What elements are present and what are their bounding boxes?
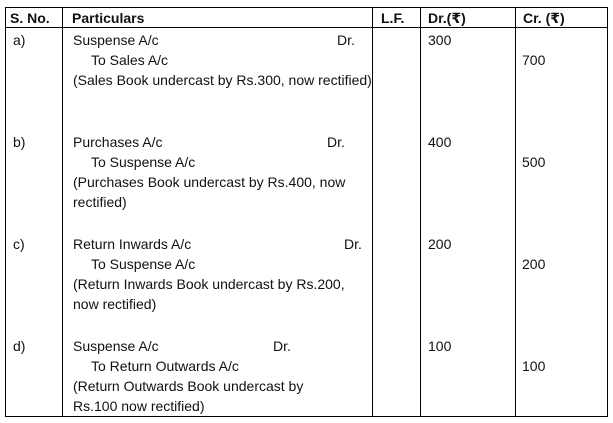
entry-sno: d): [13, 338, 26, 354]
credit-account: To Sales A/c: [91, 52, 169, 68]
header-cr-amount: Cr. (₹): [523, 10, 565, 26]
dr-marker: Dr.: [273, 338, 291, 354]
dr-marker: Dr.: [337, 32, 355, 48]
header-particulars: Particulars: [72, 10, 145, 26]
entry-particulars: [73, 132, 385, 212]
dr-amount: 300: [428, 32, 452, 48]
header-sno: S. No.: [10, 10, 50, 26]
entry-sno: a): [13, 32, 26, 48]
dr-amount: 100: [428, 338, 452, 354]
header-lf: L.F.: [381, 10, 405, 26]
narration: (Sales Book undercast by Rs.300, now rectified): [73, 72, 372, 88]
cr-amount: 700: [522, 52, 546, 68]
entry-particulars: [73, 234, 385, 314]
column-divider: [420, 8, 421, 416]
entry-sno: c): [13, 236, 25, 252]
column-divider: [62, 8, 63, 416]
credit-account: To Suspense A/c: [91, 256, 196, 272]
entry-particulars: [73, 30, 385, 90]
narration: (Purchases Book undercast by Rs.400, now rectified): [73, 174, 346, 210]
dr-amount: 400: [428, 134, 452, 150]
credit-account: To Return Outwards A/c: [91, 358, 239, 374]
column-divider: [515, 8, 516, 416]
dr-marker: Dr.: [327, 134, 345, 150]
dr-amount: 200: [428, 236, 452, 252]
narration: (Return Inwards Book undercast by Rs.200, now rectified): [73, 276, 345, 312]
cr-amount: 100: [522, 358, 546, 374]
cr-amount: 200: [522, 256, 546, 272]
entry-sno: b): [13, 134, 26, 150]
entry-particulars: [73, 336, 385, 416]
debit-account: Suspense A/c: [73, 32, 159, 48]
cr-amount: 500: [522, 154, 546, 170]
journal-entries-table: [5, 7, 608, 417]
debit-account: Return Inwards A/c: [73, 236, 192, 252]
debit-account: Purchases A/c: [73, 134, 163, 150]
credit-account: To Suspense A/c: [91, 154, 196, 170]
header-divider: [6, 27, 607, 28]
header-dr-amount: Dr.(₹): [428, 10, 466, 26]
debit-account: Suspense A/c: [73, 338, 159, 354]
narration: (Return Outwards Book undercast by Rs.100 now rectified): [73, 378, 304, 414]
dr-marker: Dr.: [344, 236, 362, 252]
